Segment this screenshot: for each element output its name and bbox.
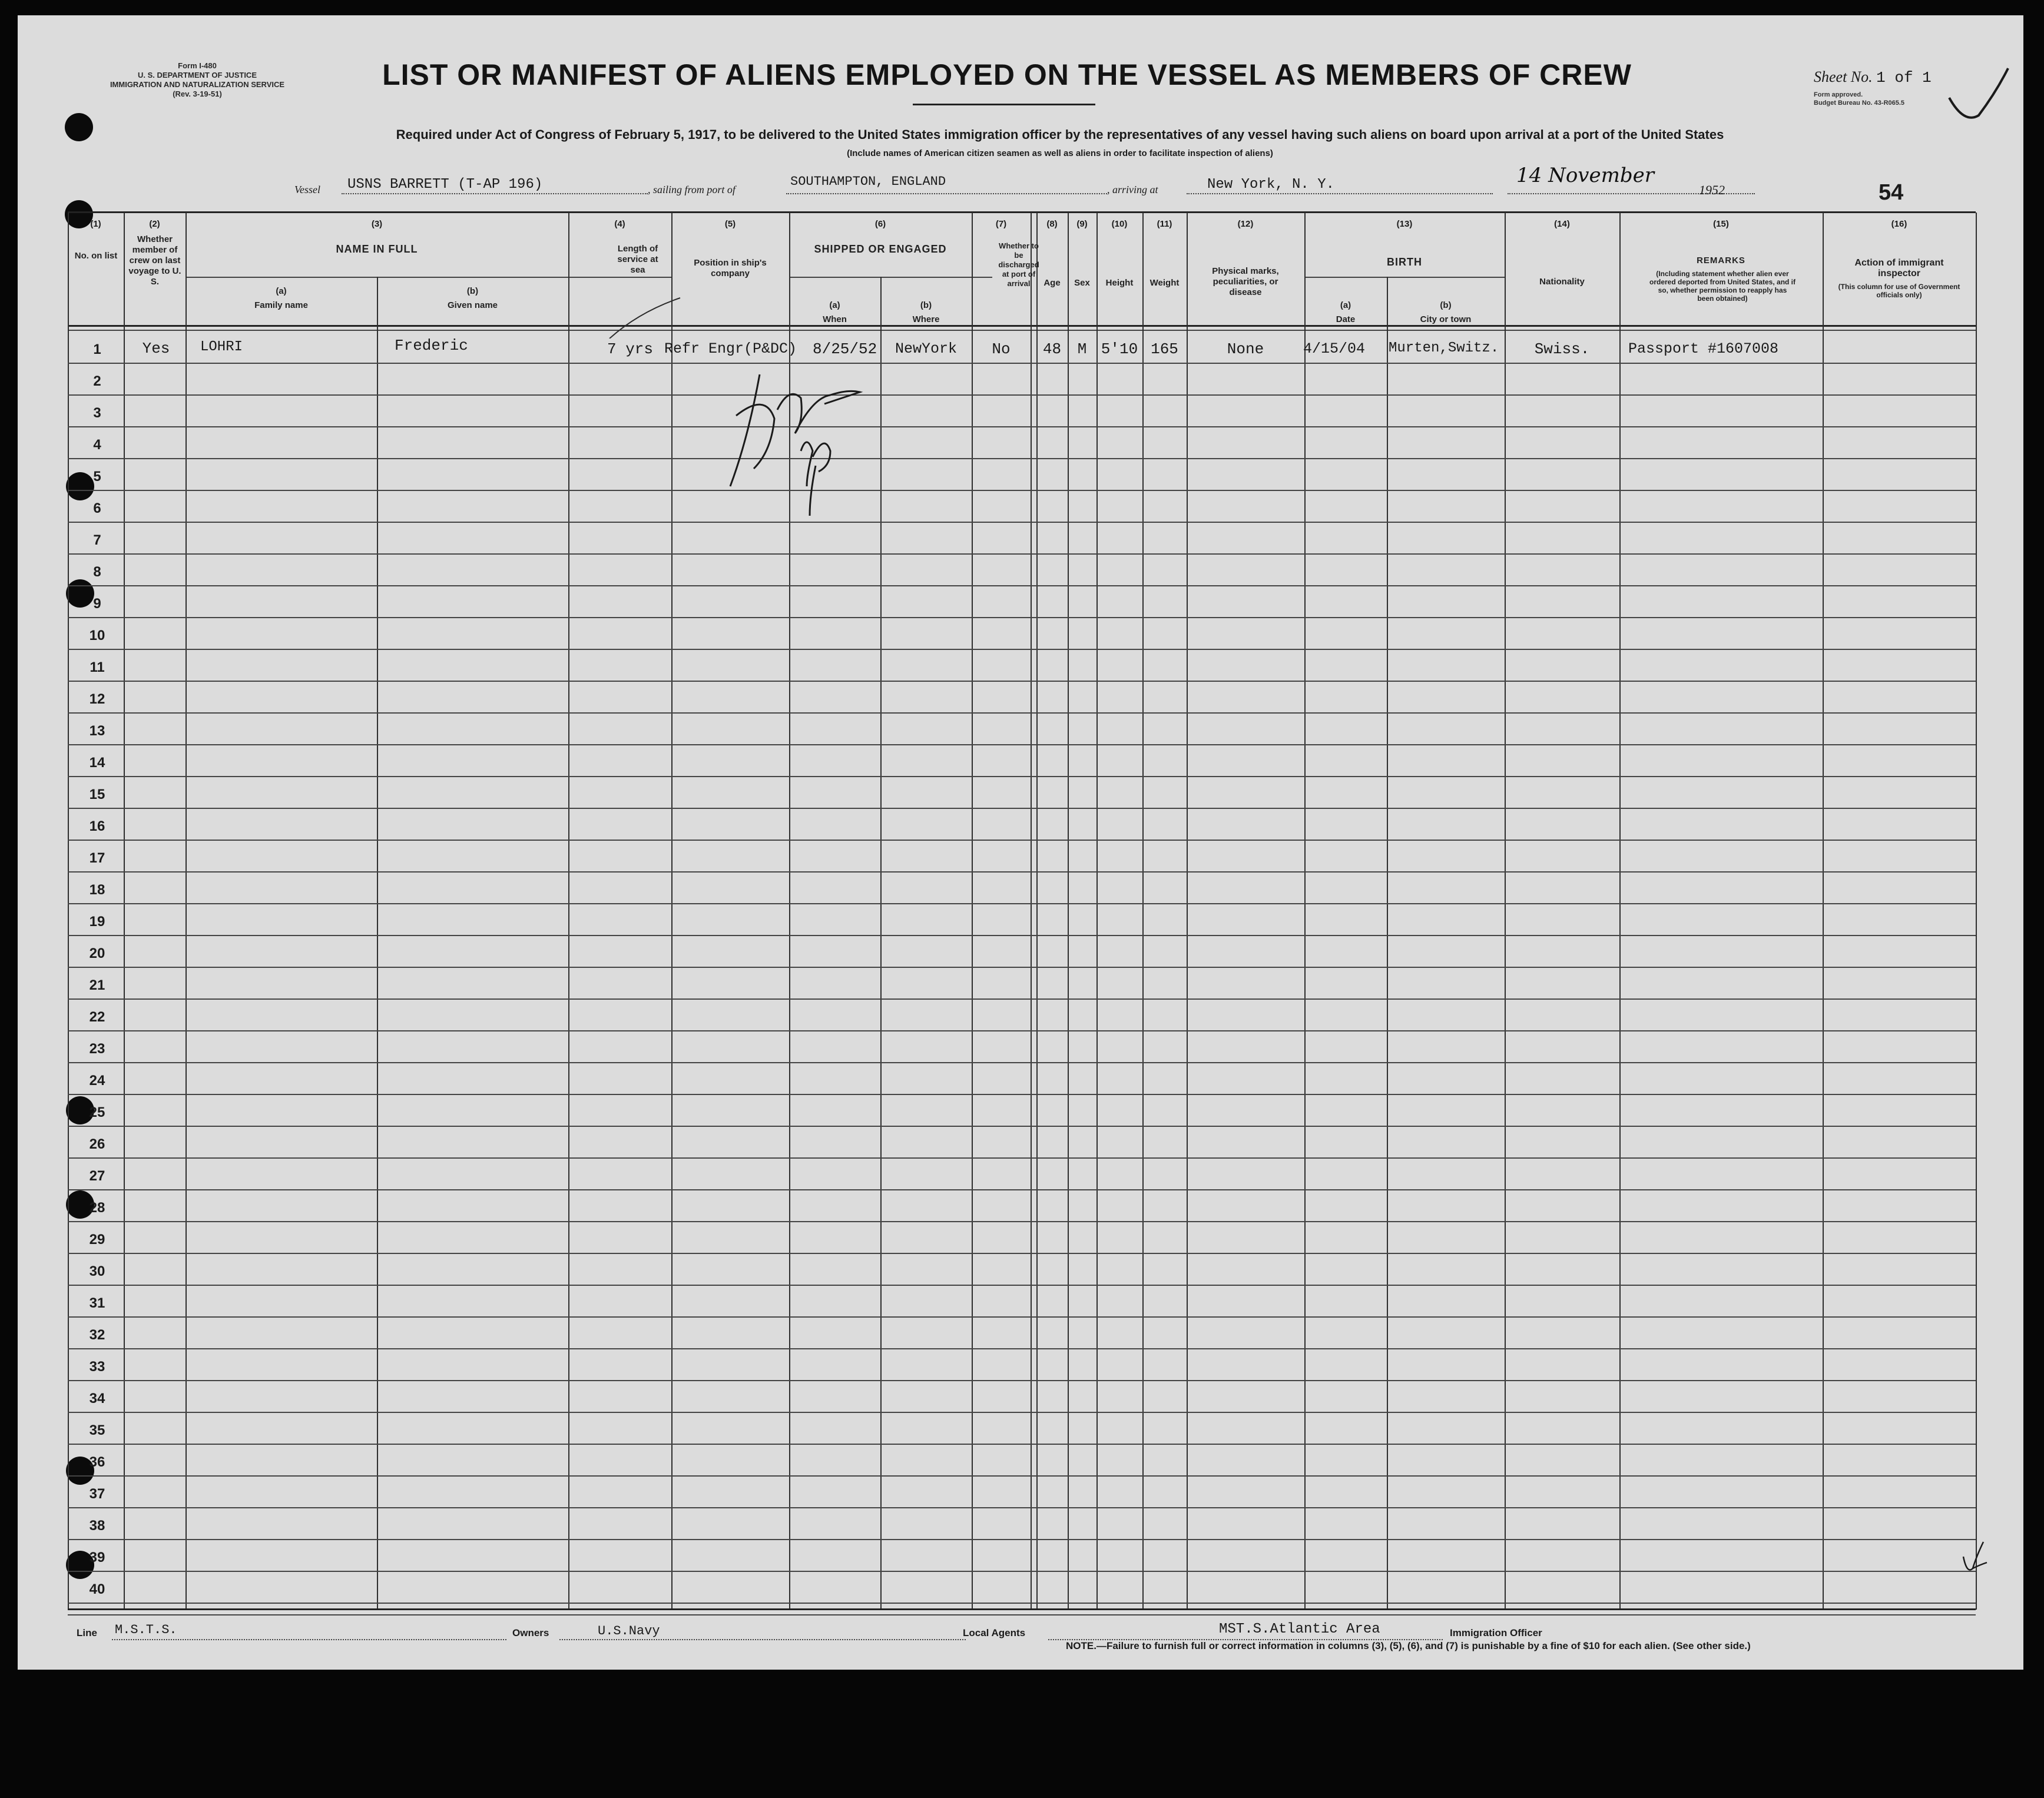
row-number: 17	[89, 850, 105, 866]
col-header-physical-marks: Physical marks, peculiarities, or disease	[1212, 266, 1279, 297]
page-title: LIST OR MANIFEST OF ALIENS EMPLOYED ON THE VESSEL AS MEMBERS OF CREW	[382, 58, 1632, 91]
entry-sex: M	[1077, 340, 1087, 358]
row-number: 5	[93, 469, 101, 485]
sheet-label: Sheet No.	[1814, 68, 1873, 85]
col-header-sex: Sex	[1074, 278, 1090, 288]
pen-mark	[1959, 1539, 1994, 1580]
footer-line-label: Line	[77, 1627, 97, 1638]
row-number: 13	[89, 723, 105, 739]
row-rule	[68, 1062, 1976, 1063]
col-num: (9)	[1076, 219, 1088, 229]
row-rule	[68, 1603, 1976, 1604]
row-number: 25	[89, 1104, 105, 1120]
row-number: 36	[89, 1454, 105, 1470]
col-header-birth-date-num: (a)	[1340, 300, 1351, 310]
row-rule	[68, 490, 1976, 491]
col-num: (1)	[90, 219, 101, 229]
entry-marks: None	[1227, 340, 1264, 358]
col-header-name: NAME IN FULL	[336, 243, 418, 255]
col-header-last-voyage: Whether member of crew on last voyage to U. S.	[128, 234, 181, 287]
col-num: (16)	[1891, 219, 1907, 229]
col-header-remarks-sub: (Including statement whether alien ever ordered deported from United States, and if so, whether permission to reapply has been obtained)	[1649, 270, 1796, 303]
col-header-shipped: SHIPPED OR ENGAGED	[814, 243, 947, 255]
row-number: 33	[89, 1359, 105, 1375]
row-rule	[68, 553, 1976, 555]
row-rule	[68, 808, 1976, 809]
table-bottom-border-2	[68, 1614, 1976, 1615]
col-header-position: Position in ship's company	[694, 258, 767, 278]
row-number: 7	[93, 532, 101, 548]
col-border	[671, 213, 673, 1610]
col-header-where-num: (b)	[920, 300, 932, 310]
row-number: 10	[89, 628, 105, 643]
row-rule	[68, 585, 1976, 586]
col-header-when: When	[823, 314, 847, 324]
col-header-inspector-sub: (This column for use of Government officials only)	[1838, 283, 1960, 299]
col-header-discharged: Whether to be discharged at port of arrival	[998, 241, 1039, 288]
row-number: 32	[89, 1327, 105, 1343]
row-number: 29	[89, 1232, 105, 1248]
col-border	[185, 213, 187, 1610]
row-rule	[68, 1475, 1976, 1477]
row-number: 37	[89, 1486, 105, 1502]
arrival-date-handwritten: 14 November	[1516, 164, 1654, 187]
footer-owners-dotline	[559, 1639, 966, 1640]
col-num: (14)	[1554, 219, 1570, 229]
row-rule	[68, 1380, 1976, 1381]
row-rule	[68, 1094, 1976, 1095]
department: U. S. DEPARTMENT OF JUSTICE	[138, 71, 257, 79]
sailing-dotline	[786, 193, 1107, 194]
row-number: 21	[89, 977, 105, 993]
row-rule	[68, 617, 1976, 618]
row-rule	[68, 935, 1976, 936]
check-mark	[1943, 57, 2020, 139]
col-border	[1187, 213, 1188, 1610]
entry-discharged: No	[992, 340, 1011, 358]
table-top-border	[68, 211, 1976, 213]
vessel-label: Vessel	[294, 184, 320, 195]
col-header-when-num: (a)	[829, 300, 840, 310]
col-border	[124, 213, 125, 1610]
sailing-label: , sailing from port of	[648, 184, 736, 195]
shipped-subheader-line	[789, 277, 992, 278]
col-header-given-num: (b)	[466, 286, 479, 296]
header-bottom-line-2	[68, 330, 1976, 331]
footer-officer-label: Immigration Officer	[1450, 1627, 1542, 1638]
row-rule	[68, 522, 1976, 523]
entry-when: 8/25/52	[813, 340, 877, 358]
row-rule	[68, 1189, 1976, 1190]
row-number: 2	[93, 373, 101, 389]
row-number: 20	[89, 946, 105, 961]
col-header-weight: Weight	[1149, 278, 1180, 288]
col-border	[1068, 213, 1069, 1610]
row-rule	[68, 1507, 1976, 1508]
col-header-remarks: REMARKS	[1697, 256, 1745, 266]
col-num: (12)	[1237, 219, 1254, 229]
row-rule	[68, 840, 1976, 841]
row-number: 30	[89, 1263, 105, 1279]
row-number: 12	[89, 691, 105, 707]
row-number: 16	[89, 818, 105, 834]
row-number: 11	[90, 659, 105, 675]
manifest-sheet	[18, 15, 2023, 1670]
entry-birth-city: Murten,Switz.	[1389, 340, 1499, 356]
row-rule	[68, 1285, 1976, 1286]
row-number: 28	[89, 1200, 105, 1216]
arriving-port: New York, N. Y.	[1207, 177, 1335, 193]
header-pen-stroke	[568, 277, 686, 339]
punch-hole	[65, 113, 93, 141]
entry-given-name: Frederic	[395, 337, 468, 354]
entry-birth-date: 4/15/04	[1303, 340, 1366, 357]
row-number: 31	[89, 1295, 105, 1311]
col-header-family-num: (a)	[276, 286, 287, 296]
col-header-age: Age	[1043, 278, 1061, 288]
col-header-birth-city-num: (b)	[1440, 300, 1452, 310]
col-header-no: No. on list	[74, 251, 118, 261]
row-number: 38	[89, 1518, 105, 1534]
col-border	[68, 213, 69, 1610]
form-info	[65, 61, 330, 99]
row-rule	[68, 1444, 1976, 1445]
col-header-height: Height	[1105, 278, 1134, 288]
entry-last-voyage: Yes	[142, 340, 170, 357]
entry-family-name: LOHRI	[200, 339, 243, 355]
col-header-birth-city: City or town	[1420, 314, 1472, 324]
arriving-label: , arriving at	[1107, 184, 1158, 195]
form-approved	[1814, 91, 1904, 107]
row-number: 18	[89, 882, 105, 898]
row-number: 19	[89, 914, 105, 930]
sheet-number	[1814, 68, 1932, 87]
row-number: 34	[89, 1391, 105, 1406]
row-rule	[68, 1539, 1976, 1540]
col-num: (4)	[614, 219, 625, 229]
row-rule	[68, 967, 1976, 968]
col-header-birth-date: Date	[1336, 314, 1356, 324]
footer-agents-value: MST.S.Atlantic Area	[1219, 1621, 1380, 1637]
revision: (Rev. 3-19-51)	[173, 89, 222, 98]
row-rule	[68, 1316, 1976, 1318]
subtitle: Required under Act of Congress of February 5, 1917, to be delivered to the United States immigration officer by the representatives of any vessel having such aliens on board upon arrival at a port of the United States	[396, 127, 1724, 142]
footer-line-dotline	[112, 1639, 506, 1640]
row-rule	[68, 1253, 1976, 1254]
col-border	[1387, 277, 1388, 1610]
col-border	[1142, 213, 1144, 1610]
col-num: (11)	[1157, 219, 1172, 229]
col-border	[377, 277, 378, 1610]
title-underline	[913, 104, 1095, 105]
row-rule	[68, 394, 1976, 396]
footer-owners-value: U.S.Navy	[598, 1624, 660, 1638]
col-header-service: Length of service at sea	[617, 244, 658, 275]
row-number: 40	[89, 1581, 105, 1597]
col-num: (10)	[1111, 219, 1128, 229]
entry-weight: 165	[1151, 340, 1178, 358]
row-rule	[68, 1412, 1976, 1413]
page-number: 54	[1879, 180, 1904, 205]
col-num: (13)	[1396, 219, 1413, 229]
col-header-inspector: Action of immigrant inspector	[1854, 258, 1944, 278]
row-number: 22	[89, 1009, 105, 1025]
col-border	[1976, 213, 1977, 1610]
row-number: 9	[93, 596, 101, 612]
birth-subheader-line	[1304, 277, 1505, 278]
row-number: 3	[93, 405, 101, 421]
row-rule	[68, 681, 1976, 682]
row-number: 26	[89, 1136, 105, 1152]
vessel-dotline	[342, 193, 648, 194]
row-rule	[68, 1221, 1976, 1222]
col-border	[1823, 213, 1824, 1610]
row-number: 15	[89, 787, 105, 802]
col-border	[1096, 213, 1098, 1610]
col-header-birth: BIRTH	[1387, 256, 1422, 268]
col-header-where: Where	[912, 314, 940, 324]
entry-height: 5'10	[1101, 340, 1138, 358]
footer-owners-label: Owners	[512, 1627, 549, 1638]
footer-note: NOTE.—Failure to furnish full or correct information in columns (3), (5), (6), and (7) is punishable by a fine of $10 for each alien. (See other side.)	[1066, 1640, 1751, 1651]
vessel-name: USNS BARRETT (T-AP 196)	[347, 177, 543, 193]
row-rule	[68, 1348, 1976, 1349]
footer-line-value: M.S.T.S.	[115, 1623, 177, 1637]
row-rule	[68, 1126, 1976, 1127]
col-num: (3)	[371, 219, 383, 229]
col-header-family: Family name	[254, 300, 308, 310]
row-rule	[68, 744, 1976, 745]
form-number: Form I-480	[178, 61, 217, 70]
sheet-value: 1 of 1	[1876, 69, 1932, 87]
row-rule	[68, 776, 1976, 777]
row-rule	[68, 712, 1976, 714]
col-header-nationality: Nationality	[1539, 277, 1585, 287]
col-border	[568, 213, 569, 1610]
row-rule	[68, 426, 1976, 427]
row-rule	[68, 649, 1976, 650]
row-rule	[68, 1157, 1976, 1159]
entry-age: 48	[1042, 340, 1062, 358]
col-num: (15)	[1713, 219, 1729, 229]
col-header-given: Given name	[447, 300, 498, 310]
subnote: (Include names of American citizen seamen as well as aliens in order to facilitate inspection of aliens)	[847, 148, 1273, 158]
row-rule	[68, 458, 1976, 459]
row-number: 4	[93, 437, 101, 453]
row-number: 24	[89, 1073, 105, 1089]
col-border	[1304, 213, 1306, 1610]
row-rule	[68, 998, 1976, 1000]
col-num: (8)	[1046, 219, 1058, 229]
row-rule	[68, 871, 1976, 873]
row-rule	[68, 363, 1976, 364]
row-number: 27	[89, 1168, 105, 1184]
arrival-year: 1952	[1699, 183, 1725, 197]
row-number: 1	[93, 341, 101, 357]
col-border	[1031, 213, 1032, 1610]
row-rule	[68, 1030, 1976, 1031]
arriving-dotline	[1187, 193, 1493, 194]
row-number: 35	[89, 1422, 105, 1438]
entry-nationality: Swiss.	[1534, 340, 1590, 358]
row-number: 14	[89, 755, 105, 771]
col-border	[972, 213, 973, 1610]
header-bottom-line-1	[68, 325, 1976, 327]
row-rule	[68, 1571, 1976, 1572]
entry-where: NewYork	[895, 340, 958, 357]
row-number: 8	[93, 564, 101, 580]
service: IMMIGRATION AND NATURALIZATION SERVICE	[110, 80, 285, 89]
row-number: 6	[93, 500, 101, 516]
col-border	[1505, 213, 1506, 1610]
table-bottom-border	[68, 1608, 1976, 1610]
col-num: (2)	[149, 219, 160, 229]
sailing-port: SOUTHAMPTON, ENGLAND	[790, 174, 946, 189]
form-approved-line1: Form approved.	[1814, 91, 1863, 98]
col-border	[1619, 213, 1621, 1610]
inspector-initials-signature	[713, 363, 913, 528]
col-num: (7)	[995, 219, 1007, 229]
row-number: 39	[89, 1550, 105, 1565]
row-rule	[68, 903, 1976, 904]
col-border	[1036, 213, 1038, 1610]
entry-remarks: Passport #1607008	[1628, 340, 1779, 357]
row-number: 23	[89, 1041, 105, 1057]
col-num: (6)	[874, 219, 886, 229]
col-num: (5)	[724, 219, 736, 229]
form-approved-line2: Budget Bureau No. 43-R065.5	[1814, 99, 1905, 107]
entry-service: 7 yrs	[607, 340, 653, 358]
footer-agents-label: Local Agents	[963, 1627, 1026, 1638]
entry-position: Refr Engr(P&DC)	[664, 340, 797, 357]
